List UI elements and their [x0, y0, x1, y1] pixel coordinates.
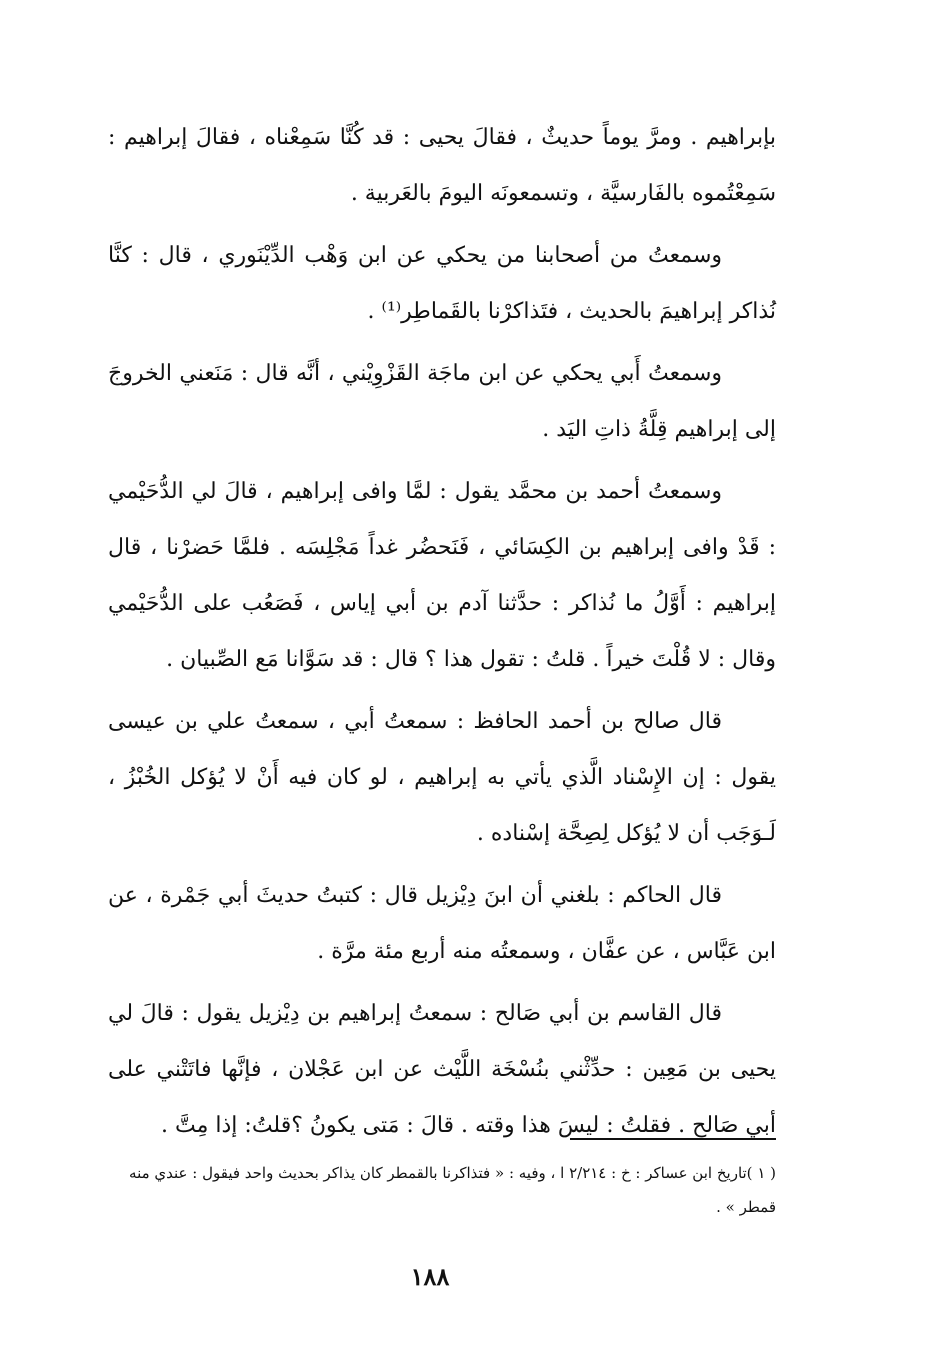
paragraph-1: بإبراهيم . ومرَّ يوماً حديثٌ ، فقالَ يحيى : قد كُنَّا سَمِعْناه ، فقالَ إبراهيم : سَمِعْتُموه بالفَارسيَّة ، وتسمعونَه اليومَ بالعَربية .	[108, 125, 776, 206]
footnote: ( ١ )تاريخ ابن عساكر : خ : ٢/٢١٤ ا ، وفيه : « فتذاكرنا بالقمطر كان يذاكر بحديث واحد فيقول : عندي منه قمطر » .	[129, 1164, 776, 1216]
body-text	[108, 110, 776, 1160]
paragraph-7: قال القاسم بن أبي صَالح : سمعتُ إبراهيم بن دِيْزيل يقول : قالَ لي يحيى بن مَعِين : حدِّثْني بنُسْخَة اللَّيْث عن ابن عَجْلان ، فإنَّها فاتَتْني على أبي صَالح . فقلتُ : ليسَ هذا وقته . قالَ : مَتى يكونُ ؟قلتُ: إذا مِتَّ .	[108, 1001, 776, 1138]
paragraph-2: وسمعتُ من أصحابنا من يحكي عن ابن وَهْب الدِّيْنَوري ، قال : كنَّا نُذاكر إبراهيمَ بالحديث ، فتَذاكرْنا بالقَماطِر⁽¹⁾ .	[108, 243, 776, 324]
footnote-divider	[570, 1138, 776, 1140]
paragraph-6: قال الحاكم : بلغني أن ابنَ دِيْزيل قال : كتبتُ حديثَ أبي جَمْرة ، عن ابن عَبَّاس ، عن عفَّان ، وسمعتُه منه أربع مئة مرَّة .	[108, 883, 776, 964]
paragraph-4: وسمعتُ أحمد بن محمَّد يقول : لمَّا وافى إبراهيم ، قالَ لي الدُّحَيْمي : قَدْ وافى إبراهيم بن الكِسَائي ، فَنَحضُر غداً مَجْلِسَه . فلمَّا حَضرْنا ، قال إبراهيم : أَوَّلُ ما نُذاكر : حدَّثنا آدم بن أبي إياس ، فَصَعُب على الدُّحَيْمي وقال : لا قُلْتَ خيراً . قلتُ : تقول هذا ؟ قال : قد سَوَّانا مَع الصِّبيان .	[108, 479, 776, 672]
paragraph-5: قال صالح بن أحمد الحافظ : سمعتُ أبي ، سمعتُ علي بن عيسى يقول : إن الإِسْناد الَّذي يأتي به إبراهيم ، لو كان فيه أَنْ لا يُؤكل الخُبْزُ ، لَـوَجَب أن لا يُؤكل لِصِحَّة إسْناده .	[108, 709, 776, 846]
paragraph-3: وسمعتُ أَبي يحكي عن ابن ماجَة القَزْوِيْني ، أنَّه قال : مَنَعني الخروجَ إلى إبراهيم قِلَّةُ ذاتِ اليَد .	[108, 361, 776, 442]
page-number: ١٨٨	[410, 1262, 450, 1291]
